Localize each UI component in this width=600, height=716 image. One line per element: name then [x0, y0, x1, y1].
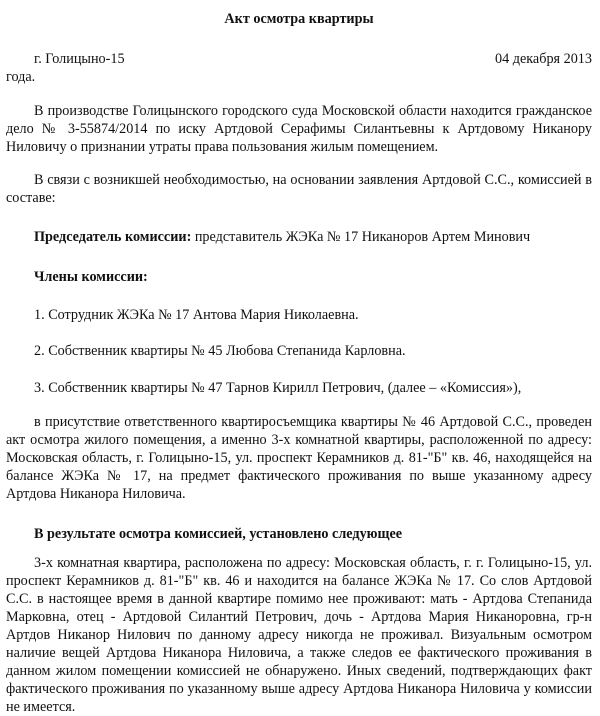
- place-date-row: [6, 50, 592, 68]
- document: [6, 0, 592, 716]
- commission-chair: [6, 228, 592, 246]
- city: г. Голицыно-15: [34, 51, 125, 67]
- date-tail: года.: [6, 69, 36, 85]
- member-item: 2. Собственник квартиры № 45 Любова Степанида Карловна.: [34, 343, 406, 359]
- basis-paragraph: В связи с возникшей необходимостью, на основании заявления Артдовой С.С., комиссией в составе:: [6, 172, 592, 206]
- document-title: Акт осмотра квартиры: [224, 11, 374, 27]
- member-item: 1. Сотрудник ЖЭКа № 17 Антова Мария Николаевна.: [34, 307, 359, 323]
- intro-paragraph: В производстве Голицынского городского суда Московской области находится гражданское дело № 3-55874/2014 по иску Артдовой Серафимы Силантьевны к Артдовому Никанору Ниловичу о признании утраты права пользования жилым помещением.: [6, 103, 592, 155]
- date: 04 декабря 2013: [495, 51, 592, 67]
- presence-paragraph: в присутствие ответственного квартиросъемщика квартиры № 46 Артдовой С.С., проведен акт осмотра жилого помещения, а именно 3-х комнатной квартиры, расположенной по адресу: Московская область, г. Голицыно-15, ул. проспект Керамников д. 81-"Б" кв. 46, находящейся на балансе ЖЭКа № 17, на предмет фактического проживания по выше указанному адресу Артдова Никанора Ниловича.: [6, 414, 592, 502]
- chair-label: Председатель комиссии:: [34, 229, 192, 245]
- chair-text: представитель ЖЭКа № 17 Никаноров Артем Минович: [191, 229, 531, 245]
- members-heading: Члены комиссии:: [34, 269, 148, 285]
- member-item: 3. Собственник квартиры № 47 Тарнов Кирилл Петрович, (далее – «Комиссия»),: [34, 380, 522, 396]
- result-paragraph: 3-х комнатная квартира, расположена по адресу: Московская область, г. г. Голицыно-15, ул. проспект Керамников д. 81-"Б" кв. 46 и находится на балансе ЖЭКа № 17. Со слов Артдовой С.С. в настоящее время в данной квартире помимо нее проживают: мать - Артдова Степанида Марковна, отец - Артдовой Силантий Петрович, дочь - Артдова Мария Никаноровна, гр-н Артдов Никанор Нилович по данному адресу никогда не проживал. Визуальным осмотром наличие вещей Артдова Никанора Ниловича, а также следов ее фактического проживания в данном жилом помещении комиссией не обнаружено. Иных сведений, подтверждающих факт фактического проживания по указанному выше адресу Артдова Никанора Ниловича у комиссии не имеется.: [6, 555, 592, 715]
- result-heading: В результате осмотра комиссией, установлено следующее: [34, 526, 403, 542]
